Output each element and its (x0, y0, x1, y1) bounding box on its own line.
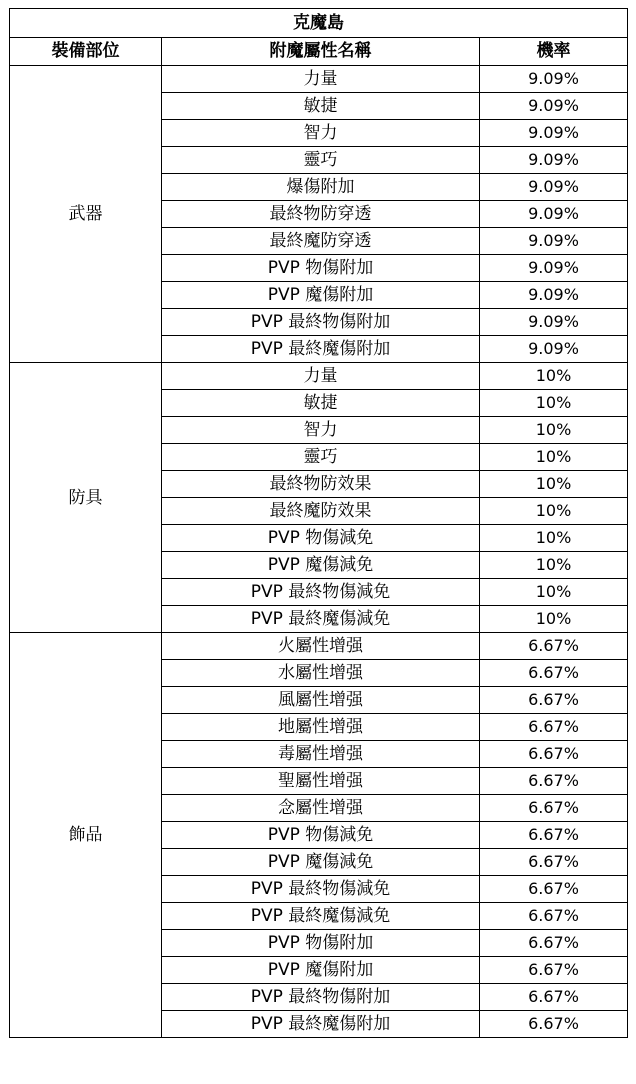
header-attribute: 附魔屬性名稱 (162, 38, 480, 66)
rate-cell: 6.67% (480, 660, 628, 687)
attribute-cell: PVP 魔傷減免 (162, 849, 480, 876)
rate-cell: 6.67% (480, 822, 628, 849)
rate-cell: 10% (480, 498, 628, 525)
attribute-cell: PVP 最終魔傷附加 (162, 336, 480, 363)
attribute-cell: 最終物防效果 (162, 471, 480, 498)
rate-cell: 6.67% (480, 903, 628, 930)
attribute-cell: PVP 物傷減免 (162, 822, 480, 849)
part-cell: 防具 (10, 363, 162, 633)
attribute-cell: 靈巧 (162, 444, 480, 471)
attribute-cell: PVP 最終物傷附加 (162, 984, 480, 1011)
attribute-cell: PVP 最終魔傷附加 (162, 1011, 480, 1038)
rate-cell: 9.09% (480, 282, 628, 309)
rate-cell: 9.09% (480, 147, 628, 174)
rate-cell: 6.67% (480, 984, 628, 1011)
attribute-cell: 爆傷附加 (162, 174, 480, 201)
attribute-cell: PVP 最終物傷減免 (162, 579, 480, 606)
attribute-cell: 聖屬性增强 (162, 768, 480, 795)
rate-cell: 9.09% (480, 201, 628, 228)
rate-cell: 6.67% (480, 768, 628, 795)
title-row (10, 9, 628, 38)
rate-cell: 6.67% (480, 1011, 628, 1038)
attribute-cell: 風屬性增强 (162, 687, 480, 714)
attribute-cell: 最終物防穿透 (162, 201, 480, 228)
rate-cell: 6.67% (480, 687, 628, 714)
attribute-cell: PVP 物傷附加 (162, 255, 480, 282)
attribute-cell: 靈巧 (162, 147, 480, 174)
rate-cell: 9.09% (480, 309, 628, 336)
attribute-cell: PVP 最終魔傷減免 (162, 606, 480, 633)
rate-cell: 10% (480, 390, 628, 417)
attribute-cell: 毒屬性增强 (162, 741, 480, 768)
attribute-cell: 智力 (162, 120, 480, 147)
attribute-cell: PVP 魔傷附加 (162, 957, 480, 984)
rate-cell: 6.67% (480, 741, 628, 768)
table-body (10, 66, 628, 1038)
table-title: 克魔島 (10, 9, 628, 38)
attribute-cell: PVP 魔傷減免 (162, 552, 480, 579)
rate-cell: 6.67% (480, 876, 628, 903)
rate-cell: 9.09% (480, 174, 628, 201)
rate-cell: 9.09% (480, 93, 628, 120)
attribute-cell: 水屬性增强 (162, 660, 480, 687)
enchant-rate-table (9, 8, 628, 1038)
rate-cell: 10% (480, 552, 628, 579)
table-row (10, 363, 628, 390)
header-rate: 機率 (480, 38, 628, 66)
rate-cell: 9.09% (480, 228, 628, 255)
rate-cell: 10% (480, 579, 628, 606)
rate-cell: 10% (480, 417, 628, 444)
table-row (10, 66, 628, 93)
attribute-cell: PVP 物傷附加 (162, 930, 480, 957)
header-row (10, 38, 628, 66)
rate-cell: 9.09% (480, 66, 628, 93)
rate-cell: 10% (480, 444, 628, 471)
attribute-cell: 力量 (162, 66, 480, 93)
attribute-cell: 地屬性增强 (162, 714, 480, 741)
rate-cell: 6.67% (480, 714, 628, 741)
rate-cell: 6.67% (480, 795, 628, 822)
attribute-cell: 敏捷 (162, 390, 480, 417)
attribute-cell: PVP 最終物傷減免 (162, 876, 480, 903)
rate-cell: 9.09% (480, 120, 628, 147)
attribute-cell: 火屬性增强 (162, 633, 480, 660)
rate-cell: 9.09% (480, 255, 628, 282)
attribute-cell: 最終魔防效果 (162, 498, 480, 525)
rate-cell: 6.67% (480, 633, 628, 660)
rate-cell: 10% (480, 363, 628, 390)
rate-cell: 6.67% (480, 849, 628, 876)
attribute-cell: PVP 魔傷附加 (162, 282, 480, 309)
part-cell: 武器 (10, 66, 162, 363)
attribute-cell: PVP 最終魔傷減免 (162, 903, 480, 930)
attribute-cell: PVP 物傷減免 (162, 525, 480, 552)
rate-cell: 10% (480, 606, 628, 633)
header-part: 裝備部位 (10, 38, 162, 66)
attribute-cell: 力量 (162, 363, 480, 390)
attribute-cell: 智力 (162, 417, 480, 444)
attribute-cell: 敏捷 (162, 93, 480, 120)
attribute-cell: 念屬性增强 (162, 795, 480, 822)
rate-cell: 9.09% (480, 336, 628, 363)
rate-cell: 10% (480, 471, 628, 498)
rate-cell: 10% (480, 525, 628, 552)
table-row (10, 633, 628, 660)
attribute-cell: 最終魔防穿透 (162, 228, 480, 255)
rate-cell: 6.67% (480, 957, 628, 984)
rate-cell: 6.67% (480, 930, 628, 957)
attribute-cell: PVP 最終物傷附加 (162, 309, 480, 336)
part-cell: 飾品 (10, 633, 162, 1038)
